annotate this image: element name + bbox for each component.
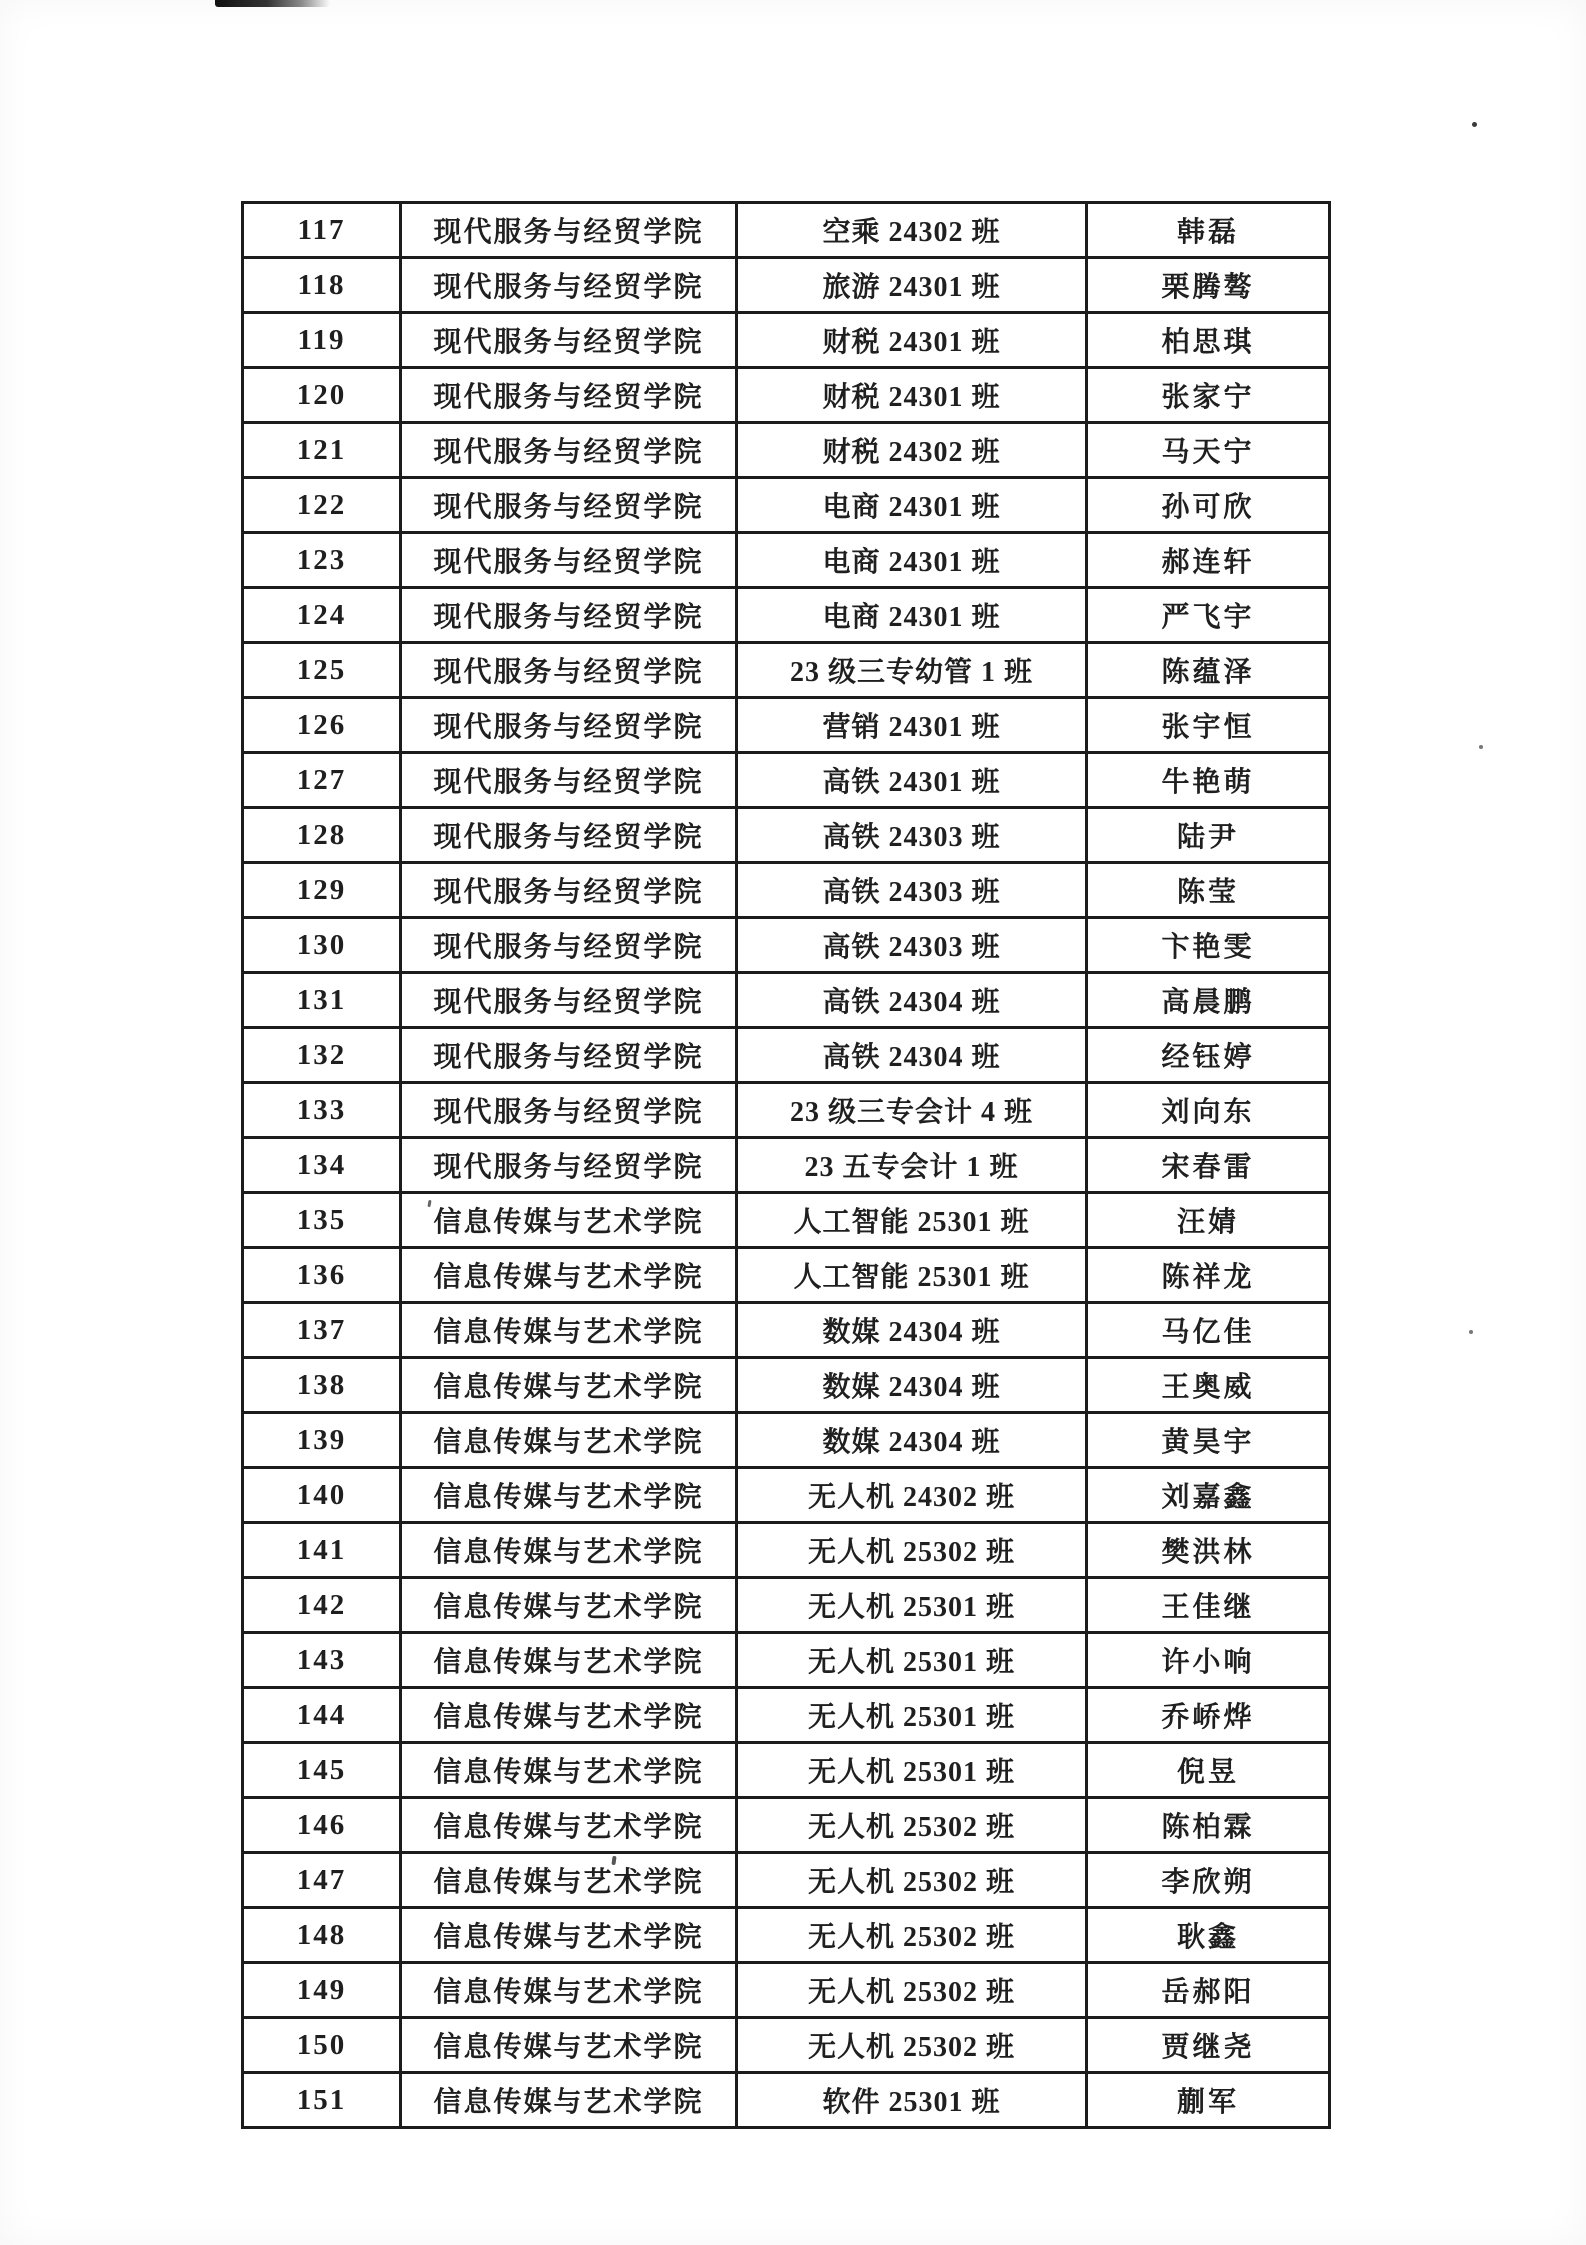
cell-student-name: 卞艳雯	[1087, 918, 1330, 973]
cell-class: 无人机 25301 班	[737, 1578, 1087, 1633]
cell-class: 无人机 25301 班	[737, 1688, 1087, 1743]
cell-row-number: 147	[243, 1853, 401, 1908]
cell-college: 现代服务与经贸学院	[401, 533, 737, 588]
scan-speck	[1469, 1330, 1473, 1334]
cell-row-number: 149	[243, 1963, 401, 2018]
table-row	[243, 1908, 1330, 1963]
cell-student-name: 陆尹	[1087, 808, 1330, 863]
table-row	[243, 1248, 1330, 1303]
cell-college: 信息传媒与艺术学院	[401, 1633, 737, 1688]
cell-college: 现代服务与经贸学院	[401, 588, 737, 643]
cell-class: 无人机 25302 班	[737, 1523, 1087, 1578]
table-row	[243, 863, 1330, 918]
cell-college: 信息传媒与艺术学院	[401, 1908, 737, 1963]
cell-row-number: 123	[243, 533, 401, 588]
cell-student-name: 张家宁	[1087, 368, 1330, 423]
cell-college: 现代服务与经贸学院	[401, 368, 737, 423]
cell-college: 信息传媒与艺术学院	[401, 1523, 737, 1578]
cell-class: 财税 24301 班	[737, 313, 1087, 368]
cell-college: 现代服务与经贸学院	[401, 423, 737, 478]
cell-student-name: 陈蕴泽	[1087, 643, 1330, 698]
cell-student-name: 马亿佳	[1087, 1303, 1330, 1358]
cell-student-name: 张宇恒	[1087, 698, 1330, 753]
cell-class: 23 级三专会计 4 班	[737, 1083, 1087, 1138]
cell-college: 现代服务与经贸学院	[401, 1028, 737, 1083]
cell-college: 信息传媒与艺术学院	[401, 1248, 737, 1303]
scan-speck	[1479, 745, 1483, 749]
cell-class: 人工智能 25301 班	[737, 1248, 1087, 1303]
cell-college: 信息传媒与艺术学院	[401, 1303, 737, 1358]
cell-row-number: 120	[243, 368, 401, 423]
cell-row-number: 142	[243, 1578, 401, 1633]
table-row	[243, 368, 1330, 423]
cell-college: 信息传媒与艺术学院	[401, 1413, 737, 1468]
cell-student-name: 高晨鹏	[1087, 973, 1330, 1028]
scan-speck	[1472, 122, 1477, 127]
table-row	[243, 643, 1330, 698]
cell-row-number: 146	[243, 1798, 401, 1853]
cell-row-number: 151	[243, 2073, 401, 2128]
cell-class: 高铁 24301 班	[737, 753, 1087, 808]
cell-class: 无人机 25302 班	[737, 1908, 1087, 1963]
table-row	[243, 588, 1330, 643]
cell-college: 现代服务与经贸学院	[401, 863, 737, 918]
table-row	[243, 808, 1330, 863]
table-row	[243, 1303, 1330, 1358]
cell-row-number: 145	[243, 1743, 401, 1798]
cell-class: 高铁 24303 班	[737, 918, 1087, 973]
cell-row-number: 127	[243, 753, 401, 808]
cell-class: 高铁 24303 班	[737, 863, 1087, 918]
cell-row-number: 125	[243, 643, 401, 698]
table-row	[243, 1578, 1330, 1633]
cell-student-name: 牛艳萌	[1087, 753, 1330, 808]
cell-college: 信息传媒与艺术学院	[401, 1853, 737, 1908]
table-row	[243, 203, 1330, 258]
table-row	[243, 1798, 1330, 1853]
cell-class: 旅游 24301 班	[737, 258, 1087, 313]
table-row	[243, 1083, 1330, 1138]
cell-college: 现代服务与经贸学院	[401, 918, 737, 973]
cell-student-name: 孙可欣	[1087, 478, 1330, 533]
student-roster-body	[243, 203, 1330, 2128]
cell-student-name: 王奥威	[1087, 1358, 1330, 1413]
cell-row-number: 150	[243, 2018, 401, 2073]
cell-student-name: 倪昱	[1087, 1743, 1330, 1798]
table-row	[243, 1688, 1330, 1743]
table-row	[243, 1028, 1330, 1083]
cell-row-number: 136	[243, 1248, 401, 1303]
cell-student-name: 岳郝阳	[1087, 1963, 1330, 2018]
cell-college: 信息传媒与艺术学院	[401, 2018, 737, 2073]
cell-row-number: 148	[243, 1908, 401, 1963]
cell-row-number: 141	[243, 1523, 401, 1578]
cell-college: 现代服务与经贸学院	[401, 808, 737, 863]
table-row	[243, 1468, 1330, 1523]
cell-college: 信息传媒与艺术学院	[401, 1193, 737, 1248]
cell-row-number: 140	[243, 1468, 401, 1523]
table-row	[243, 478, 1330, 533]
cell-class: 空乘 24302 班	[737, 203, 1087, 258]
cell-row-number: 132	[243, 1028, 401, 1083]
cell-row-number: 119	[243, 313, 401, 368]
cell-college: 现代服务与经贸学院	[401, 753, 737, 808]
cell-student-name: 黄昊宇	[1087, 1413, 1330, 1468]
table-row	[243, 313, 1330, 368]
cell-student-name: 严飞宇	[1087, 588, 1330, 643]
table-row	[243, 1138, 1330, 1193]
cell-student-name: 刘嘉鑫	[1087, 1468, 1330, 1523]
cell-class: 高铁 24304 班	[737, 973, 1087, 1028]
cell-row-number: 122	[243, 478, 401, 533]
table-row	[243, 1523, 1330, 1578]
cell-college: 现代服务与经贸学院	[401, 973, 737, 1028]
table-row	[243, 423, 1330, 478]
table-row	[243, 1963, 1330, 2018]
table-row	[243, 918, 1330, 973]
table-row	[243, 2018, 1330, 2073]
cell-college: 信息传媒与艺术学院	[401, 1578, 737, 1633]
table-row	[243, 973, 1330, 1028]
table-row	[243, 533, 1330, 588]
cell-student-name: 宋春雷	[1087, 1138, 1330, 1193]
cell-class: 数媒 24304 班	[737, 1358, 1087, 1413]
cell-row-number: 131	[243, 973, 401, 1028]
cell-student-name: 经钰婷	[1087, 1028, 1330, 1083]
cell-class: 人工智能 25301 班	[737, 1193, 1087, 1248]
cell-student-name: 陈柏霖	[1087, 1798, 1330, 1853]
table-row	[243, 1413, 1330, 1468]
cell-student-name: 贾继尧	[1087, 2018, 1330, 2073]
cell-class: 无人机 25302 班	[737, 1798, 1087, 1853]
cell-class: 电商 24301 班	[737, 588, 1087, 643]
table-row	[243, 1193, 1330, 1248]
cell-college: 信息传媒与艺术学院	[401, 1743, 737, 1798]
cell-college: 信息传媒与艺术学院	[401, 1798, 737, 1853]
table-row	[243, 2073, 1330, 2128]
cell-class: 23 五专会计 1 班	[737, 1138, 1087, 1193]
cell-student-name: 栗腾骜	[1087, 258, 1330, 313]
cell-college: 信息传媒与艺术学院	[401, 1688, 737, 1743]
cell-row-number: 133	[243, 1083, 401, 1138]
table-row	[243, 698, 1330, 753]
scan-smudge-artifact	[215, 0, 330, 7]
cell-class: 无人机 25302 班	[737, 1853, 1087, 1908]
cell-college: 现代服务与经贸学院	[401, 478, 737, 533]
table-row	[243, 1633, 1330, 1688]
cell-student-name: 马天宁	[1087, 423, 1330, 478]
cell-college: 信息传媒与艺术学院	[401, 1358, 737, 1413]
cell-class: 无人机 25302 班	[737, 1963, 1087, 2018]
cell-row-number: 124	[243, 588, 401, 643]
student-roster-table	[241, 201, 1331, 2129]
cell-college: 信息传媒与艺术学院	[401, 1963, 737, 2018]
cell-college: 现代服务与经贸学院	[401, 1083, 737, 1138]
cell-student-name: 王佳继	[1087, 1578, 1330, 1633]
cell-class: 财税 24302 班	[737, 423, 1087, 478]
cell-college: 信息传媒与艺术学院	[401, 1468, 737, 1523]
cell-row-number: 126	[243, 698, 401, 753]
cell-student-name: 李欣朔	[1087, 1853, 1330, 1908]
cell-row-number: 121	[243, 423, 401, 478]
cell-row-number: 139	[243, 1413, 401, 1468]
cell-class: 财税 24301 班	[737, 368, 1087, 423]
cell-row-number: 117	[243, 203, 401, 258]
cell-class: 电商 24301 班	[737, 533, 1087, 588]
cell-student-name: 耿鑫	[1087, 1908, 1330, 1963]
cell-row-number: 143	[243, 1633, 401, 1688]
cell-row-number: 118	[243, 258, 401, 313]
cell-class: 数媒 24304 班	[737, 1303, 1087, 1358]
cell-row-number: 135	[243, 1193, 401, 1248]
cell-row-number: 129	[243, 863, 401, 918]
cell-student-name: 郝连轩	[1087, 533, 1330, 588]
cell-student-name: 蒯军	[1087, 2073, 1330, 2128]
cell-row-number: 130	[243, 918, 401, 973]
cell-class: 软件 25301 班	[737, 2073, 1087, 2128]
cell-student-name: 樊洪林	[1087, 1523, 1330, 1578]
cell-row-number: 128	[243, 808, 401, 863]
cell-student-name: 韩磊	[1087, 203, 1330, 258]
cell-class: 数媒 24304 班	[737, 1413, 1087, 1468]
cell-class: 23 级三专幼管 1 班	[737, 643, 1087, 698]
cell-college: 现代服务与经贸学院	[401, 258, 737, 313]
table-row	[243, 258, 1330, 313]
cell-class: 无人机 25301 班	[737, 1633, 1087, 1688]
cell-student-name: 乔峤烨	[1087, 1688, 1330, 1743]
cell-class: 高铁 24304 班	[737, 1028, 1087, 1083]
cell-student-name: 陈祥龙	[1087, 1248, 1330, 1303]
cell-student-name: 汪婧	[1087, 1193, 1330, 1248]
table-row	[243, 1743, 1330, 1798]
cell-student-name: 陈莹	[1087, 863, 1330, 918]
table-row	[243, 1853, 1330, 1908]
cell-class: 电商 24301 班	[737, 478, 1087, 533]
cell-student-name: 刘向东	[1087, 1083, 1330, 1138]
cell-class: 高铁 24303 班	[737, 808, 1087, 863]
cell-class: 无人机 24302 班	[737, 1468, 1087, 1523]
cell-student-name: 柏思琪	[1087, 313, 1330, 368]
cell-college: 现代服务与经贸学院	[401, 1138, 737, 1193]
cell-student-name: 许小响	[1087, 1633, 1330, 1688]
cell-college: 信息传媒与艺术学院	[401, 2073, 737, 2128]
cell-row-number: 144	[243, 1688, 401, 1743]
cell-college: 现代服务与经贸学院	[401, 643, 737, 698]
cell-class: 无人机 25302 班	[737, 2018, 1087, 2073]
cell-class: 营销 24301 班	[737, 698, 1087, 753]
cell-row-number: 137	[243, 1303, 401, 1358]
cell-row-number: 138	[243, 1358, 401, 1413]
table-row	[243, 753, 1330, 808]
cell-college: 现代服务与经贸学院	[401, 313, 737, 368]
cell-college: 现代服务与经贸学院	[401, 698, 737, 753]
table-row	[243, 1358, 1330, 1413]
cell-class: 无人机 25301 班	[737, 1743, 1087, 1798]
cell-college: 现代服务与经贸学院	[401, 203, 737, 258]
cell-row-number: 134	[243, 1138, 401, 1193]
